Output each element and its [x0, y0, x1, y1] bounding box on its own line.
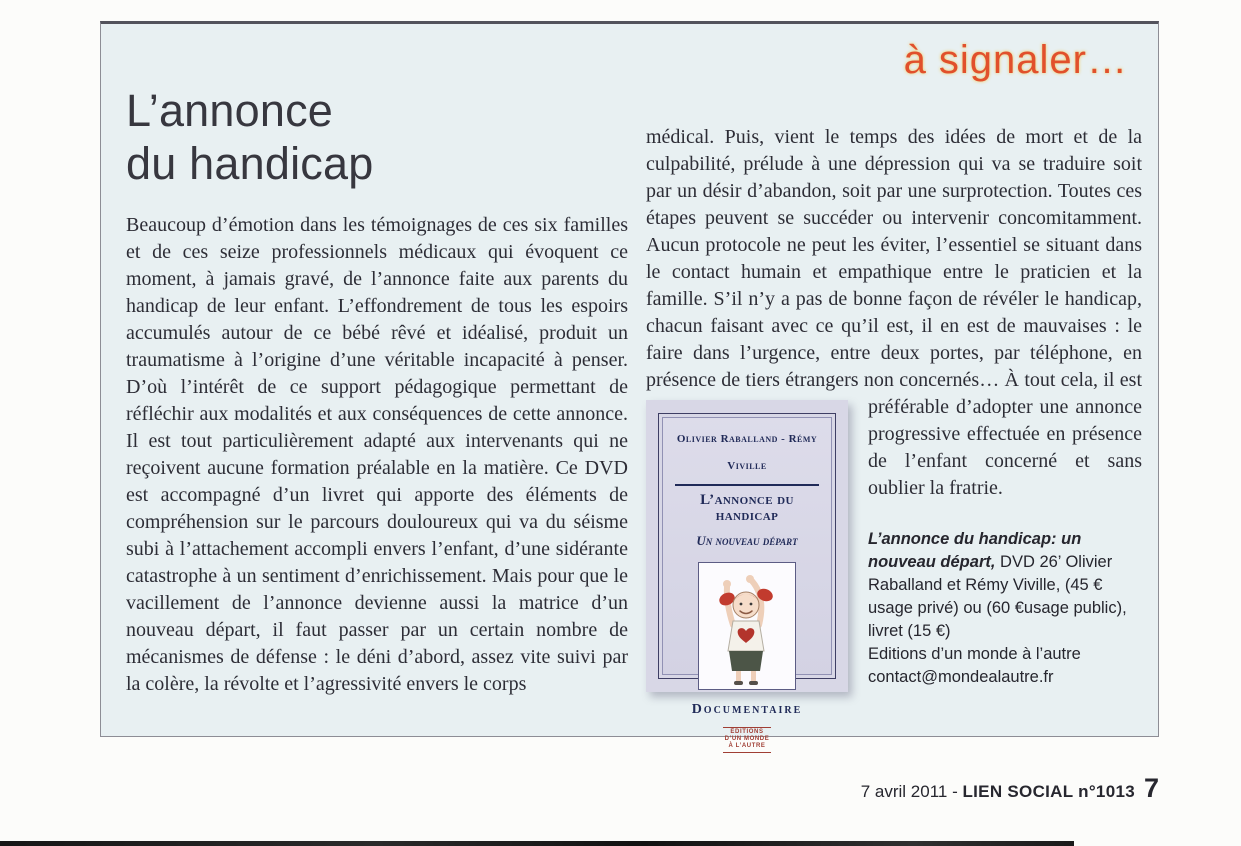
caption-email: contact@mondealautre.fr	[868, 668, 1054, 686]
scan-edge-bar	[0, 841, 1074, 846]
article-body-right-wrap: cela, il est préférable d’adopter une annonce progressive effectuée en présence de l’enfant concerné et sans oublier la fratrie.	[868, 369, 1142, 499]
article-right-column	[646, 124, 1142, 749]
article-body-right-start: médical. Puis, vient le temps des idées de mort et de la culpabilité, prélude à une dépression qui va se traduire soit par un désir d’abandon, soit par une surprotection. Toutes ces étapes peuvent se succéder ou intervenir concomitamment. Aucun protocole ne peut les éviter, l’essentiel se situant dans le contact humain et empathique entre le praticien et la famille. S’il n’y a pas de bonne façon de révéler le handicap, chacun faisant avec ce qu’il est, il en est de mauvaises : le faire dans l’urgence, entre deux portes, par téléphone, en présence de tiers étrangers non concernés… À tout	[646, 126, 1142, 391]
caption-lead: L’annonce du handicap: un nouveau départ,	[868, 530, 1082, 571]
page-footer	[861, 773, 1159, 804]
cover-title: L’annonce du handicap	[700, 492, 794, 524]
article-title-line1: L’annonce	[126, 85, 334, 136]
footer-date: 7 avril 2011 -	[860, 782, 963, 801]
content-panel	[100, 21, 1159, 749]
article-title-line2: du handicap	[126, 138, 374, 189]
cover-publisher-logo	[723, 727, 772, 753]
article-body-left: Beaucoup d’émotion dans les témoignages de ces six familles et de ces seize professionnels médicaux qui évoquent ce moment, à jamais gravé, de l’annonce faite aux parents du handicap de leur enfant. L’effondrement de tous les espoirs accumulés autour de ce bébé rêvé et idéalisé, produit un traumatisme à l’origine d’une véritable incapacité à penser. D’où l’intérêt de ce support pédagogique permettant de réfléchir aux modalités et aux conséquences de cette annonce. Il est tout particulièrement adapté aux intervenants qui ne reçoivent aucune formation préalable en la matière. Ce DVD est accompagné d’un livret qui apporte des éléments de compréhension sur le parcours douloureux qui va du séisme subi à l’attachement accompli envers l’enfant, d’une sidérante catastrophe à un sentiment d’enrichissement. Mais pour que le vacillement de l’annonce devienne aussi la matrice d’un nouveau départ, il faut passer par un certain nombre de mécanismes de défense : le déni d’abord, assez vite suivi par la colère, la révolte et l’agressivité envers le corps	[126, 214, 628, 695]
caption-publisher: Editions d’un monde à l’autre	[868, 645, 1081, 663]
page-number: 7	[1143, 773, 1159, 803]
article-left-column	[126, 84, 628, 698]
girl-drawing	[700, 563, 794, 687]
section-label: à signaler…	[903, 38, 1128, 82]
cover-illustration	[698, 562, 796, 690]
article-title	[126, 84, 628, 190]
caption-details: DVD 26’ Olivier Raballand et Rémy Viville, (45 € usage privé) ou (60 €usage public), livret (15 €)	[868, 553, 1127, 640]
dvd-cover	[646, 400, 848, 749]
publisher-line-1: ÉDITIONS	[730, 729, 764, 735]
cover-rule-divider	[675, 484, 819, 486]
cover-authors: Olivier Raballand - Rémy Viville	[676, 433, 818, 472]
publisher-line-2: D’UN MONDE	[724, 736, 770, 742]
footer-magazine: LIEN SOCIAL n°1013	[962, 782, 1135, 801]
cover-subtitle: Un nouveau départ	[696, 533, 798, 548]
cover-genre: Documentaire	[691, 702, 803, 717]
publisher-line-3: À L’AUTRE	[728, 743, 766, 749]
dvd-cover-frame	[658, 413, 836, 749]
